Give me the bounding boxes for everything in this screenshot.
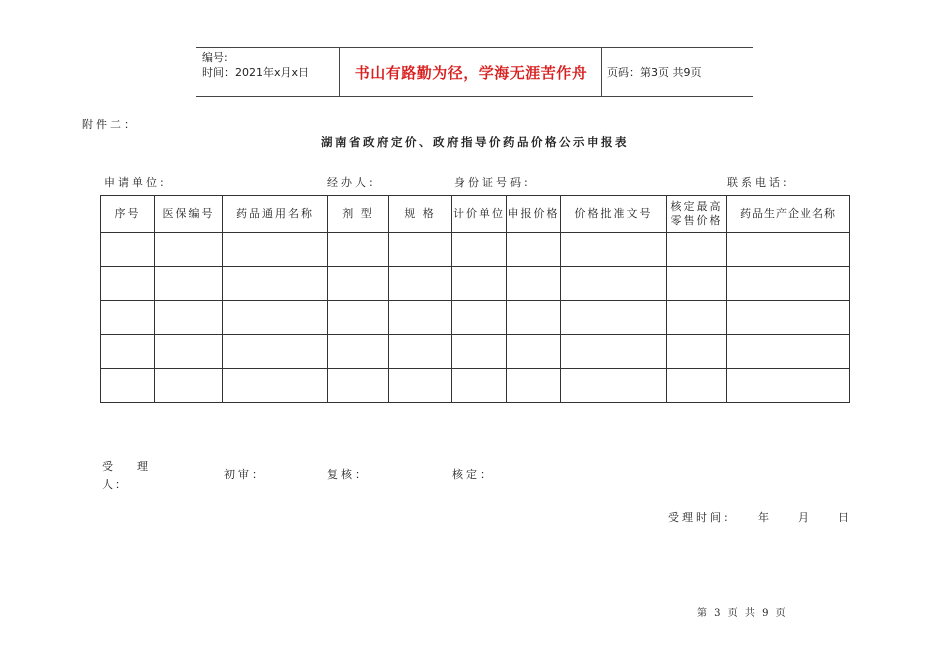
column-header: 价格批准文号 [561,196,667,233]
verify-field[interactable]: 核定： [452,468,494,481]
table-cell[interactable] [155,267,223,301]
receiver-label-line2: 人： [102,478,128,491]
phone-field[interactable]: 联系电话: [727,176,790,189]
table-cell[interactable] [561,301,667,335]
table-cell[interactable] [155,335,223,369]
column-header: 序号 [101,196,155,233]
id-number-field[interactable]: 身份证号码: [454,176,531,189]
table-cell[interactable] [727,369,850,403]
table-cell[interactable] [101,301,155,335]
time-label: 时间：2021年x月x日 [202,66,310,79]
header-divider [339,48,340,96]
table-cell[interactable] [101,369,155,403]
table-cell[interactable] [727,301,850,335]
table-cell[interactable] [727,233,850,267]
table-row [101,335,850,369]
footer-page-number: 第 3 页 共 9 页 [697,608,788,619]
table-cell[interactable] [389,233,452,267]
table-cell[interactable] [389,267,452,301]
table-cell[interactable] [561,369,667,403]
table-cell[interactable] [389,369,452,403]
table-cell[interactable] [223,369,328,403]
column-header: 申报价格 [507,196,561,233]
table-cell[interactable] [101,335,155,369]
table-row [101,301,850,335]
column-header: 核定最高零售价格 [667,196,727,233]
column-header: 计价单位 [452,196,507,233]
handler-field[interactable]: 经办人: [327,176,376,189]
table-cell[interactable] [667,267,727,301]
table-cell[interactable] [667,335,727,369]
table-cell[interactable] [223,267,328,301]
column-header: 剂 型 [328,196,389,233]
table-cell[interactable] [507,301,561,335]
table-row [101,369,850,403]
applicant-unit-field[interactable]: 申请单位: [104,176,167,189]
header-divider [601,48,602,96]
table-cell[interactable] [328,335,389,369]
table-cell[interactable] [452,335,507,369]
column-header: 药品生产企业名称 [727,196,850,233]
year-label: 年 [758,511,769,524]
number-label: 编号: [202,51,228,64]
column-header: 药品通用名称 [223,196,328,233]
table-cell[interactable] [223,233,328,267]
table-cell[interactable] [507,233,561,267]
table-cell[interactable] [389,301,452,335]
table-row [101,233,850,267]
column-header: 医保编号 [155,196,223,233]
table-cell[interactable] [507,369,561,403]
table-cell[interactable] [155,301,223,335]
table-cell[interactable] [452,369,507,403]
table-cell[interactable] [328,267,389,301]
table-row [101,267,850,301]
first-review-field[interactable]: 初审： [224,468,266,481]
form-title: 湖南省政府定价、政府指导价药品价格公示申报表 [321,135,629,149]
receiver-label-line1: 受 理 [102,460,150,473]
table-cell[interactable] [667,301,727,335]
table-cell[interactable] [561,335,667,369]
table-cell[interactable] [507,335,561,369]
table-cell[interactable] [155,233,223,267]
table-cell[interactable] [101,267,155,301]
table-cell[interactable] [561,233,667,267]
table-cell[interactable] [223,301,328,335]
document-header [196,47,753,97]
accept-time-label: 受理时间: [668,511,731,524]
table-cell[interactable] [561,267,667,301]
table-cell[interactable] [507,267,561,301]
table-cell[interactable] [389,335,452,369]
table-cell[interactable] [727,267,850,301]
table-cell[interactable] [223,335,328,369]
day-label: 日 [838,511,849,524]
drug-price-table [100,195,850,403]
header-page-info: 页码：第3页 共9页 [607,66,702,79]
table-cell[interactable] [727,335,850,369]
table-cell[interactable] [452,301,507,335]
table-cell[interactable] [328,301,389,335]
month-label: 月 [798,511,809,524]
table-cell[interactable] [452,233,507,267]
header-motto: 书山有路勤为径，学海无涯苦作舟 [354,63,588,82]
receiver-label [102,458,150,494]
attachment-label: 附件二： [82,118,138,131]
table-cell[interactable] [667,369,727,403]
table-cell[interactable] [155,369,223,403]
table-cell[interactable] [452,267,507,301]
table-cell[interactable] [328,233,389,267]
table-cell[interactable] [667,233,727,267]
table-header-row [101,196,850,233]
table-cell[interactable] [101,233,155,267]
header-meta [202,50,309,80]
column-header: 规 格 [389,196,452,233]
recheck-field[interactable]: 复核： [327,468,369,481]
table-cell[interactable] [328,369,389,403]
